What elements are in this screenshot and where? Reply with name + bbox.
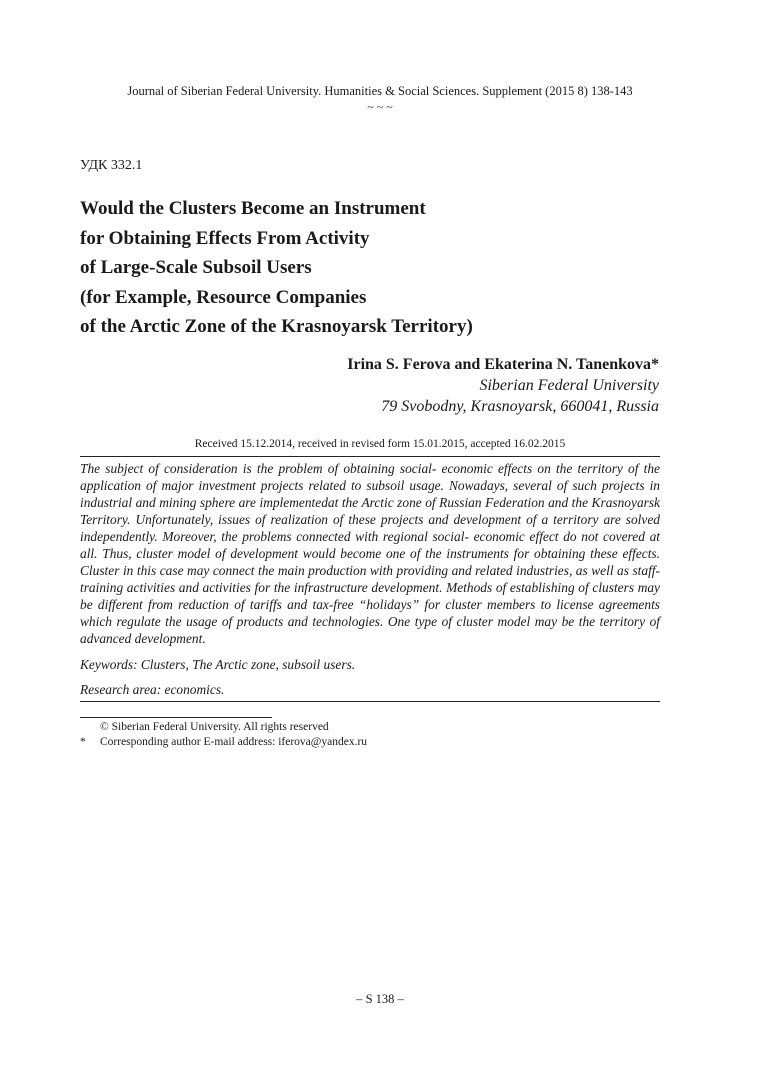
title-line: of Large-Scale Subsoil Users [80, 257, 312, 278]
abstract-bottom-rule [80, 701, 660, 702]
abstract-top-rule [80, 456, 660, 457]
title-line: (for Example, Resource Companies [80, 286, 367, 308]
page-number: – S 138 – [356, 992, 404, 1006]
author-block [347, 354, 659, 417]
footnote-corresponding [80, 735, 367, 750]
author-names: Irina S. Ferova and Ekaterina N. Tanenkova* [347, 356, 659, 373]
footnote-mark: * [80, 736, 86, 748]
udk-code: УДК 332.1 [80, 158, 143, 173]
footnote-text: Corresponding author E-mail address: iferova@yandex.ru [100, 736, 368, 748]
title-line: of the Arctic Zone of the Krasnoyarsk Territory) [80, 316, 473, 337]
research-area: Research area: economics. [80, 682, 225, 697]
affiliation: Siberian Federal University [479, 377, 659, 394]
address: 79 Svobodny, Krasnoyarsk, 660041, Russia [381, 398, 659, 415]
footnote-copyright [80, 720, 329, 735]
journal-header: Journal of Siberian Federal University. Humanities & Social Sciences. Supplement (2015 8) 138-143 [127, 84, 633, 98]
footnote-rule [80, 717, 272, 718]
title-line: for Obtaining Effects From Activity [80, 227, 370, 249]
keywords: Keywords: Clusters, The Arctic zone, subsoil users. [80, 657, 356, 672]
footnote-text: © Siberian Federal University. All rights reserved [100, 721, 329, 733]
abstract-text: The subject of consideration is the problem of obtaining social- economic effects on the territory of the application of major investment projects related to subsoil usage. Nowadays, several of such projects in industrial and mining sphere are implementedat the Arctic zone of Russian Federation and the Krasnoyarsk Territory. Unfortunately, issues of realization of these projects and development of a territory are solved independently. Moreover, the problems connected with regional social- economic effect do not covered at all. Thus, cluster model of development would become one of the instruments for obtaining these effects. Cluster in this case may connect the main production with providing and related industries, as well as staff-training activities and activities for the infrastructure development. Methods of establishing of clusters may be different from reduction of tariffs and tax-free “holidays” for cluster members to license agreements which regulate the usage of products and technologies. One type of cluster model may be the territory of advanced development. [80, 461, 660, 646]
title-line: Would the Clusters Become an Instrument [80, 198, 426, 219]
abstract [80, 460, 660, 647]
header-separator: ~ ~ ~ [367, 100, 393, 114]
received-dates: Received 15.12.2014, received in revised form 15.01.2015, accepted 16.02.2015 [194, 438, 566, 450]
article-title [80, 194, 680, 342]
